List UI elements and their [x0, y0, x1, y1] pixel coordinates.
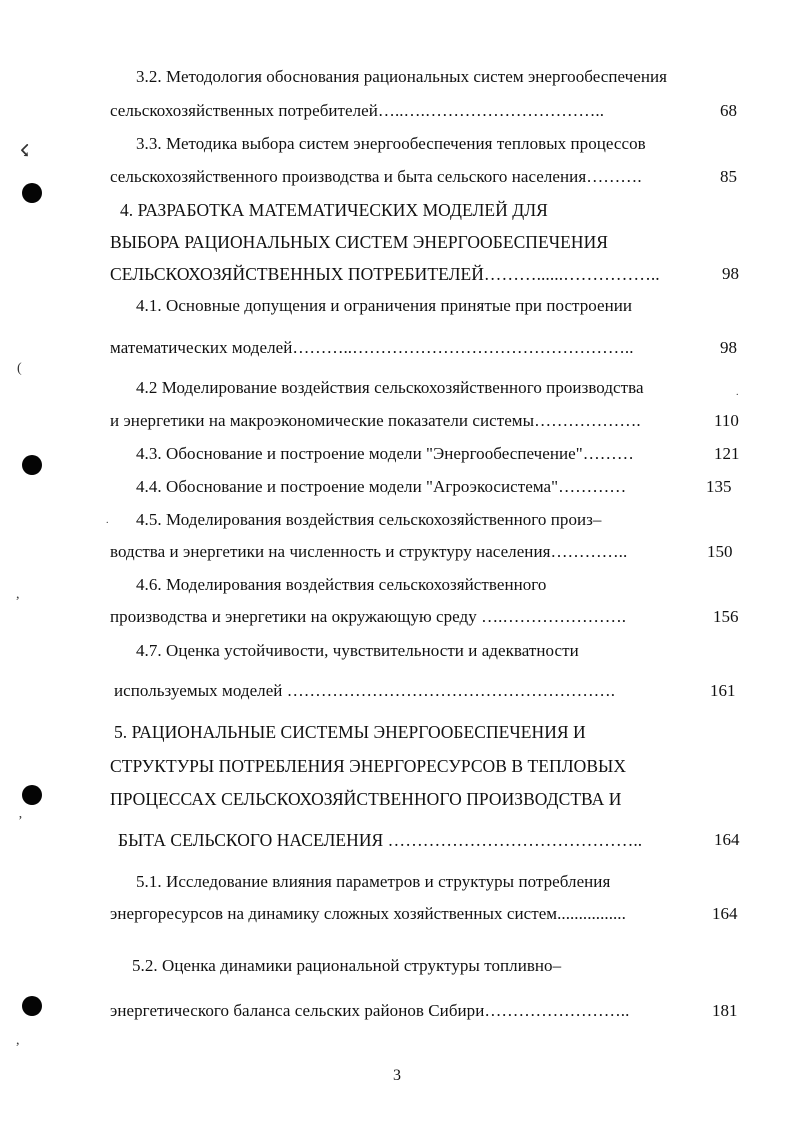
toc-entry-5-2-line1: 5.2. Оценка динамики рациональной структуры топливно–: [132, 956, 562, 975]
toc-entry-4-1-page: 98: [720, 338, 737, 357]
toc-entry-5-1-line2: энергоресурсов на динамику сложных хозяйственных систем................: [110, 904, 626, 923]
toc-entry-4-2-page: 110: [714, 411, 739, 430]
chapter-5-heading-line3: ПРОЦЕССАХ СЕЛЬСКОХОЗЯЙСТВЕННОГО ПРОИЗВОДСТВА И: [110, 789, 622, 809]
chapter-4-heading-line1: 4. РАЗРАБОТКА МАТЕМАТИЧЕСКИХ МОДЕЛЕЙ ДЛЯ: [120, 200, 548, 220]
toc-entry-3-3-line2: сельскохозяйственного производства и быта сельского населения……….: [110, 167, 642, 186]
toc-entry-4-2-line1: 4.2 Моделирование воздействия сельскохозяйственного производства: [136, 378, 644, 397]
toc-entry-5-1-line1: 5.1. Исследование влияния параметров и структуры потребления: [136, 872, 611, 891]
toc-entry-4-3-line1: 4.3. Обоснование и построение модели "Энергообеспечение"………: [136, 444, 634, 463]
toc-entry-4-5-page: 150: [707, 542, 733, 561]
scan-speck: ,: [16, 1033, 20, 1048]
toc-entry-4-3-page: 121: [714, 444, 740, 463]
toc-entry-4-6-line2: производства и энергетики на окружающую среду ….………………….: [110, 607, 627, 626]
chapter-5-heading-line1: 5. РАЦИОНАЛЬНЫЕ СИСТЕМЫ ЭНЕРГООБЕСПЕЧЕНИЯ И: [114, 722, 586, 742]
toc-entry-3-2-line2: сельскохозяйственных потребителей…..….…………………………..: [110, 101, 605, 120]
scan-speck: .: [106, 515, 109, 526]
toc-entry-4-7-line2: используемых моделей ………………………………………………….: [114, 681, 616, 700]
toc-entry-4-7-page: 161: [710, 681, 736, 700]
chapter-5-page: 164: [714, 830, 740, 849]
toc-entry-5-2-line2: энергетического баланса сельских районов Сибири……………………..: [110, 1001, 630, 1020]
toc-entry-4-1-line1: 4.1. Основные допущения и ограничения принятые при построении: [136, 296, 633, 315]
toc-entry-4-4-page: 135: [706, 477, 732, 496]
binder-hole: [22, 785, 42, 805]
toc-entry-4-5-line1: 4.5. Моделирования воздействия сельскохозяйственного произ–: [136, 510, 602, 529]
toc-entry-5-1-page: 164: [712, 904, 738, 923]
toc-entry-4-6-page: 156: [713, 607, 739, 626]
toc-entry-3-3-line1: 3.3. Методика выбора систем энергообеспечения тепловых процессов: [136, 134, 646, 153]
chapter-5-heading-line4: БЫТА СЕЛЬСКОГО НАСЕЛЕНИЯ ……………………………………..: [118, 830, 643, 850]
toc-entry-4-2-line2: и энергетики на макроэкономические показатели системы……………….: [110, 411, 641, 430]
page-number: 3: [393, 1067, 401, 1084]
toc-entry-5-2-page: 181: [712, 1001, 738, 1020]
chapter-5-heading-line2: СТРУКТУРЫ ПОТРЕБЛЕНИЯ ЭНЕРГОРЕСУРСОВ В ТЕПЛОВЫХ: [110, 756, 627, 776]
binder-hole: [22, 996, 42, 1016]
chapter-4-page: 98: [722, 264, 739, 283]
binder-hole: [22, 455, 42, 475]
chapter-4-heading-line3: СЕЛЬСКОХОЗЯЙСТВЕННЫХ ПОТРЕБИТЕЛЕЙ………......……………..: [110, 264, 660, 284]
toc-entry-4-5-line2: водства и энергетики на численность и структуру населения…………..: [110, 542, 628, 561]
chapter-4-heading-line2: ВЫБОРА РАЦИОНАЛЬНЫХ СИСТЕМ ЭНЕРГООБЕСПЕЧЕНИЯ: [110, 232, 608, 252]
toc-entry-3-2-page: 68: [720, 101, 737, 120]
toc-entry-3-2-line1: 3.2. Методология обоснования рациональных систем энергообеспечения: [136, 67, 668, 86]
binder-hole: [22, 183, 42, 203]
toc-entry-3-3-page: 85: [720, 167, 737, 186]
scan-speck: .: [736, 387, 739, 398]
toc-entry-4-1-line2: математических моделей………..…………………………………………..: [110, 338, 634, 357]
scan-speck: ʼ: [18, 814, 23, 829]
scan-speck: (: [17, 361, 22, 376]
toc-entry-4-6-line1: 4.6. Моделирования воздействия сельскохозяйственного: [136, 575, 547, 594]
scan-speck: ☇: [20, 143, 30, 160]
toc-entry-4-7-line1: 4.7. Оценка устойчивости, чувствительности и адекватности: [136, 641, 579, 660]
scan-speck: ,: [16, 587, 20, 602]
toc-entry-4-4-line1: 4.4. Обоснование и построение модели "Агроэкосистема"…………: [136, 477, 627, 496]
